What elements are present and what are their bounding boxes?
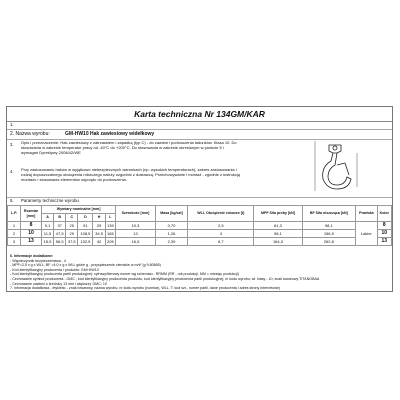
cell: 34,5 [93, 230, 105, 238]
info-line: - MPF=2,5 x g x WLL, BF =4,0 x g x WLL gdzie g - przyspieszenie ziemskie w m/s² (g 9,80665) [10, 263, 161, 268]
section-4-text: Przy zastosowaniu haków w wyjątkowo niebezpiecznych warunkach (np. wysokich temperaturach), zakres zastosowania i rodzaj dopuszczalnego obciążenia roboczego należy uzgodnić z dostawcą. Przechowywanie i montaż - zgodnie z instrukcją montażu i stosowania elementów osprzętu do podnoszenia. [21, 167, 241, 182]
cell: 13 [377, 238, 391, 246]
cell: 9,1 [42, 222, 54, 230]
col-wll: WLL Obciążenie robocze [t] [188, 206, 254, 222]
info-line: - Kod identyfikacyjny producenta / produktu: GM+HW10 [10, 267, 99, 272]
cell: 8 [377, 222, 391, 230]
section-5-number: 5. [10, 198, 14, 203]
section-4-number: 4. [10, 169, 14, 174]
cell: 139 [107, 223, 114, 228]
cell: 47,5 [54, 230, 66, 238]
cell: 8 [21, 222, 42, 230]
cell: 15,5 [42, 238, 54, 246]
cell: 10 [377, 230, 391, 238]
cell: 61,3 [254, 222, 302, 230]
col-d: D [78, 214, 93, 222]
cell: 42 [93, 238, 105, 246]
col-color: Kolor [377, 206, 391, 222]
cell: 156,9 [302, 230, 356, 238]
cell: 164,3 [254, 238, 302, 246]
table-row [8, 230, 392, 238]
cell: 91 [78, 222, 93, 230]
cell: 25 [66, 222, 78, 230]
cell: 13 [116, 230, 156, 238]
cell: 3 [8, 238, 21, 246]
col-c: C [66, 214, 78, 222]
cell: 1,26 [155, 230, 187, 238]
table-header-row [8, 206, 392, 214]
col-size: Rozmiar [mm] [21, 206, 42, 222]
section-1-number: 1. [10, 122, 14, 127]
col-mpf: MPF Siła próby [kN] [254, 206, 302, 222]
col-bf: BF Siła niszcząca [kN] [302, 206, 356, 222]
parameters-table [7, 205, 392, 246]
cell: 10,3 [116, 222, 156, 230]
cell: 2 [8, 230, 21, 238]
col-mass: Masa [kg/szt] [155, 206, 187, 222]
col-lp: L.P. [8, 206, 21, 222]
col-width: Szerokość [mm] [116, 206, 156, 222]
cell: 108,5 [78, 230, 93, 238]
info-line: 7. Informacja dodatkowa - etykieta: - znak towarowy, nazwa wyrobu, nr kodu wyrobu (rozmiar), WLL, T: kod szt., numer partii, dane producenta i adres strony internetowej [10, 286, 280, 291]
cell: 37 [54, 222, 66, 230]
technical-card [6, 106, 393, 292]
cell: 0,70 [155, 222, 187, 230]
additional-info [10, 254, 390, 291]
cell: 205 [107, 239, 114, 244]
cell: 2,39 [155, 238, 187, 246]
description-block [7, 139, 392, 198]
table-row [8, 238, 392, 246]
cell: 98,1 [302, 222, 356, 230]
col-coating: Powłoka [356, 206, 377, 222]
hook-drawing-icon [307, 139, 367, 197]
section-5-label: Parametry techniczne wyrobu [21, 198, 79, 203]
col-dims-group: Wymiary nominalne [mm] [42, 206, 116, 214]
cell: 4 [188, 230, 254, 238]
cell: 10 [21, 230, 42, 238]
cell: 6,7 [188, 238, 254, 246]
cell: 29 [66, 230, 78, 238]
cell: 2,5 [188, 222, 254, 230]
section-3-text: Opis i przeznaczenie: Hak zawiesiowy z zatrzaskiem i zapadką (typ C) - do zawiesi i podnoszenia ładunków. Klasa 10. Do stosowania w zakresie temperatur pracy od -40°C do +200°C. Do stosowania w zakresie określonym w punkcie 5 i wymagań Dyrektywy 2006/42/WE [21, 140, 237, 155]
cell: 13 [21, 238, 42, 246]
cell: 56,5 [54, 238, 66, 246]
info-line: - Cechowanie zawiesi o średnicy 13 mm i większej: GMC; 10 [10, 281, 107, 286]
cell: 37,5 [66, 238, 78, 246]
section-2-number: 2. Nazwa wyrobu: [10, 131, 50, 137]
table-row [8, 222, 392, 230]
col-b: B [54, 214, 66, 222]
cell: 165 [107, 231, 114, 236]
info-line: - Współczynnik bezpieczeństwa - 4 [10, 258, 66, 263]
col-a: A [42, 214, 54, 222]
cell: 98,1 [254, 230, 302, 238]
card-title: Karta techniczna Nr 134GM/KAR [7, 107, 392, 122]
col-h: H [93, 214, 105, 222]
info-heading: 6. Informacje dodatkowe: [10, 254, 54, 258]
cell: 132,5 [78, 238, 93, 246]
cell: 16,5 [116, 238, 156, 246]
info-line: - Cechowanie symbol producenta - GMC ; kod identyfikacyjny producenta produktu; kod identyfikacyjny producenta partii produkcyjnej; nr kodu wyrobu; wl. klasy - 10; znak towarowy TITANOBAA [10, 276, 320, 281]
cell: 29 [93, 222, 105, 230]
section-3-number: 3. [10, 142, 14, 147]
col-l: L [105, 214, 116, 222]
cell: 1 [8, 222, 21, 230]
cell: 262,8 [302, 238, 356, 246]
info-line: - Kod identyfikacyjny producenta partii produkcyjnej: cyfrowy/literowy numer wg schematu - RRMM (RR - rok produkcji, MM = miesiąc produkcji) [10, 272, 239, 277]
product-name: GM-HW10 Hak zawiesiowy widełkowy [65, 131, 155, 137]
cell: 11,5 [42, 230, 54, 238]
cell-coating: Lakier [356, 222, 377, 246]
